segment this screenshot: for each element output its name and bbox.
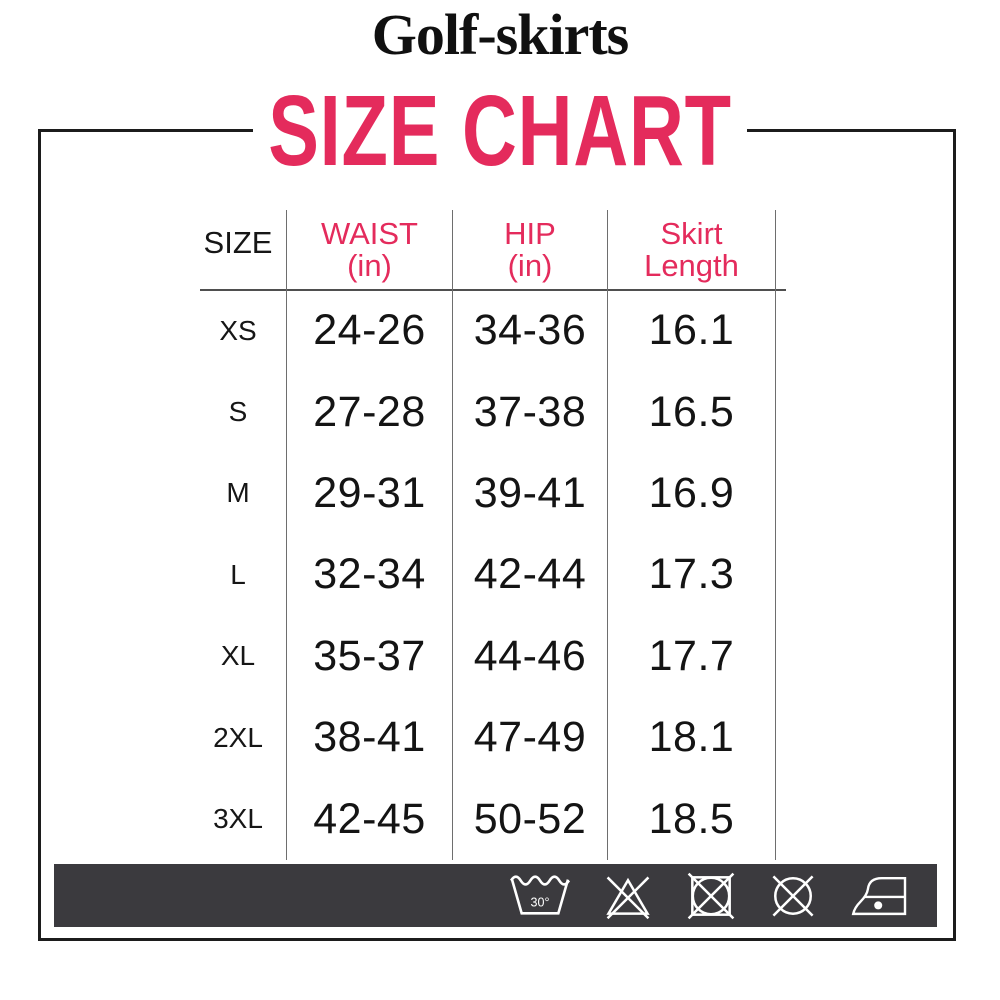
size-label — [190, 616, 287, 697]
col-header-skirt-length — [608, 210, 776, 290]
waist-value-text: 32-34 — [313, 550, 426, 599]
waist-value-text: 29-31 — [313, 468, 426, 517]
size-label — [190, 290, 287, 371]
col-header-waist-unit: (in) — [347, 248, 392, 283]
brand-title: Golf-skirts — [371, 2, 629, 67]
col-header-waist-label: WAIST — [320, 216, 418, 251]
col-header-hip-label: HIP — [504, 216, 556, 251]
length-value-text: 18.1 — [648, 713, 735, 762]
length-value — [608, 697, 776, 778]
waist-value-text: 35-37 — [313, 631, 426, 680]
length-value — [608, 371, 776, 452]
size-label — [190, 778, 287, 859]
size-label-text: S — [228, 396, 248, 428]
care-instructions-bar — [54, 864, 937, 927]
waist-value — [287, 453, 453, 534]
hip-value-text: 44-46 — [473, 631, 587, 680]
length-value-text: 16.9 — [648, 468, 735, 517]
wash-temp-label: 30° — [530, 895, 550, 910]
length-value — [608, 453, 776, 534]
length-value-text: 18.5 — [648, 794, 735, 843]
length-value — [608, 616, 776, 697]
waist-value — [287, 371, 453, 452]
waist-value-text: 38-41 — [313, 713, 426, 762]
length-value — [608, 290, 776, 371]
hip-value — [453, 453, 608, 534]
size-label-text: XL — [220, 640, 256, 672]
do-not-bleach-icon — [599, 870, 657, 922]
hip-value-text: 50-52 — [473, 794, 587, 843]
size-label-text: 3XL — [213, 803, 263, 835]
waist-value — [287, 616, 453, 697]
col-header-size — [190, 210, 287, 290]
length-value-text: 16.1 — [648, 306, 735, 355]
do-not-dry-clean-icon — [765, 869, 821, 923]
col-header-hip — [453, 210, 608, 290]
waist-value-text: 27-28 — [313, 387, 426, 436]
hip-value — [453, 290, 608, 371]
hip-value-text: 47-49 — [473, 713, 587, 762]
size-label-text: XS — [219, 314, 257, 346]
size-label-text: L — [230, 558, 246, 590]
hip-value-text: 34-36 — [473, 306, 587, 355]
hip-value — [453, 616, 608, 697]
waist-value — [287, 534, 453, 615]
col-header-hip-unit: (in) — [507, 248, 553, 283]
waist-value-text: 42-45 — [313, 794, 426, 843]
length-value — [608, 778, 776, 859]
col-header-length-label: Length — [644, 248, 739, 283]
hip-value — [453, 778, 608, 859]
length-value-text: 17.7 — [648, 631, 735, 680]
size-label-text: M — [226, 477, 250, 509]
waist-value — [287, 697, 453, 778]
size-label — [190, 697, 287, 778]
size-label — [190, 371, 287, 452]
size-table — [190, 210, 776, 860]
page-title: SIZE CHART — [253, 81, 747, 181]
size-label — [190, 534, 287, 615]
hip-value — [453, 697, 608, 778]
length-value-text: 16.5 — [648, 387, 735, 436]
col-header-skirt-label: Skirt — [660, 216, 723, 251]
col-header-size-label: SIZE — [203, 225, 273, 260]
do-not-tumble-dry-icon — [683, 869, 739, 923]
size-label-text: 2XL — [213, 721, 263, 753]
size-label — [190, 453, 287, 534]
waist-value-text: 24-26 — [313, 306, 426, 355]
page-title-wrap — [0, 75, 1000, 211]
col-header-waist — [287, 210, 453, 290]
hip-value-text: 39-41 — [473, 468, 587, 517]
iron-one-dot-icon — [847, 871, 913, 921]
length-value — [608, 534, 776, 615]
waist-value — [287, 290, 453, 371]
length-value-text: 17.3 — [648, 550, 735, 599]
hip-value — [453, 534, 608, 615]
hip-value-text: 37-38 — [473, 387, 587, 436]
hip-value — [453, 371, 608, 452]
machine-wash-30-icon — [507, 869, 573, 923]
hip-value-text: 42-44 — [473, 550, 587, 599]
waist-value — [287, 778, 453, 859]
